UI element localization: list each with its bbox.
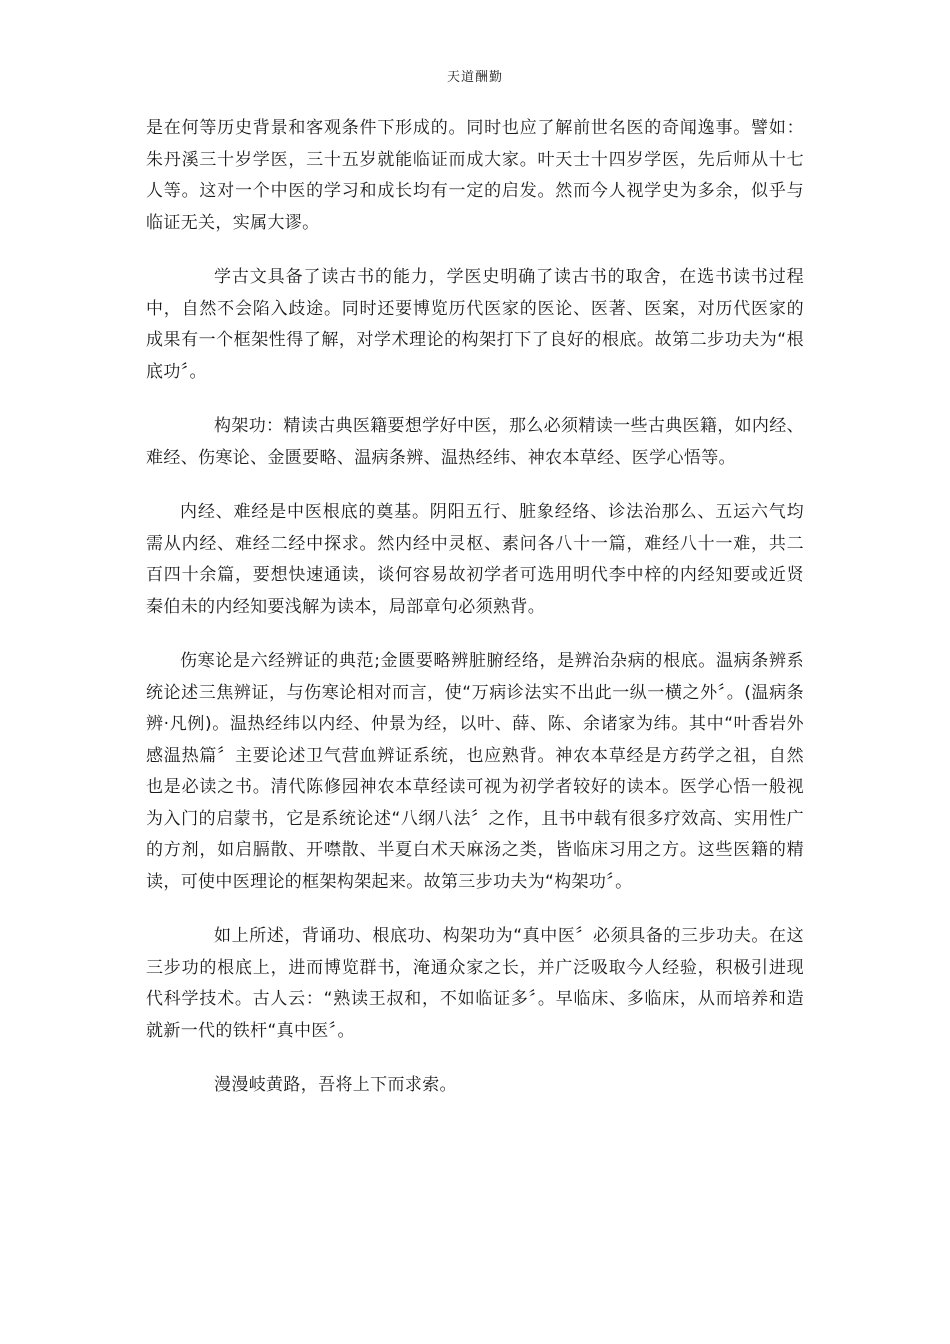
paragraph-closing: 漫漫岐黄路，吾将上下而求索。 [214, 1075, 457, 1095]
page-header: 天道酬勤 [446, 70, 503, 85]
paragraph-neijing: 内经、难经是中医根底的奠基。阴阳五行、脏象经络、诊法治那么、五运六气均需从内经、难经二经中探求。然内经中灵枢、素问各八十一篇，难经八十一难，共二百四十余篇，要想快速通读，谈何容易故初学者可选用明代李中梓的内经知要或近贤秦伯未的内经知要浅解为读本，局部章句必须熟背。 [146, 502, 804, 617]
paragraph-shanghan: 伤寒论是六经辨证的典范;金匮要略辨脏腑经络，是辨治杂病的根底。温病条辨系统论述三焦辨证，与伤寒论相对而言，使“万病诊法实不出此一纵一横之外〞。(温病条辨·凡例)。温热经纬以内经、仲景为经，以叶、薛、陈、余诸家为纬。其中“叶香岩外感温热篇〞主要论述卫气营血辨证系统，也应熟背。神农本草经是方药学之祖，自然也是必读之书。清代陈修园神农本草经读可视为初学者较好的读本。医学心悟一般视为入门的启蒙书，它是系统论述“八纲八法〞之作，且书中载有很多疗效高、实用性广的方剂，如启膈散、开噤散、半夏白术天麻汤之类，皆临床习用之方。这些医籍的精读，可使中医理论的框架构架起来。故第三步功夫为“构架功〞。 [146, 651, 804, 892]
paragraph-foundation: 学古文具备了读古书的能力，学医史明确了读古书的取舍，在选书读书过程中，自然不会陷入歧途。同时还要博览历代医家的医论、医著、医案，对历代医家的成果有一个框架性得了解，对学术理论的构架打下了良好的根底。故第二步功夫为“根底功〞。 [146, 267, 804, 382]
paragraph-history: 是在何等历史背景和客观条件下形成的。同时也应了解前世名医的奇闻逸事。譬如：朱丹溪三十岁学医，三十五岁就能临证而成大家。叶天士十四岁学医，先后师从十七人等。这对一个中医的学习和成长均有一定的启发。然而今人视学史为多余，似乎与临证无关，实属大谬。 [146, 118, 804, 233]
document-body [146, 113, 804, 1125]
paragraph-summary: 如上所述，背诵功、根底功、构架功为“真中医〞必须具备的三步功夫。在这三步功的根底上，进而博览群书，淹通众家之长，并广泛吸取今人经验，积极引进现代科学技术。古人云：“熟读王叔和，不如临证多〞。早临床、多临床，从而培养和造就新一代的铁杆“真中医〞。 [146, 926, 804, 1041]
paragraph-framework-intro: 构架功：精读古典医籍要想学好中医，那么必须精读一些古典医籍，如内经、难经、伤寒论、金匮要略、温病条辨、温热经纬、神农本草经、医学心悟等。 [146, 416, 804, 468]
